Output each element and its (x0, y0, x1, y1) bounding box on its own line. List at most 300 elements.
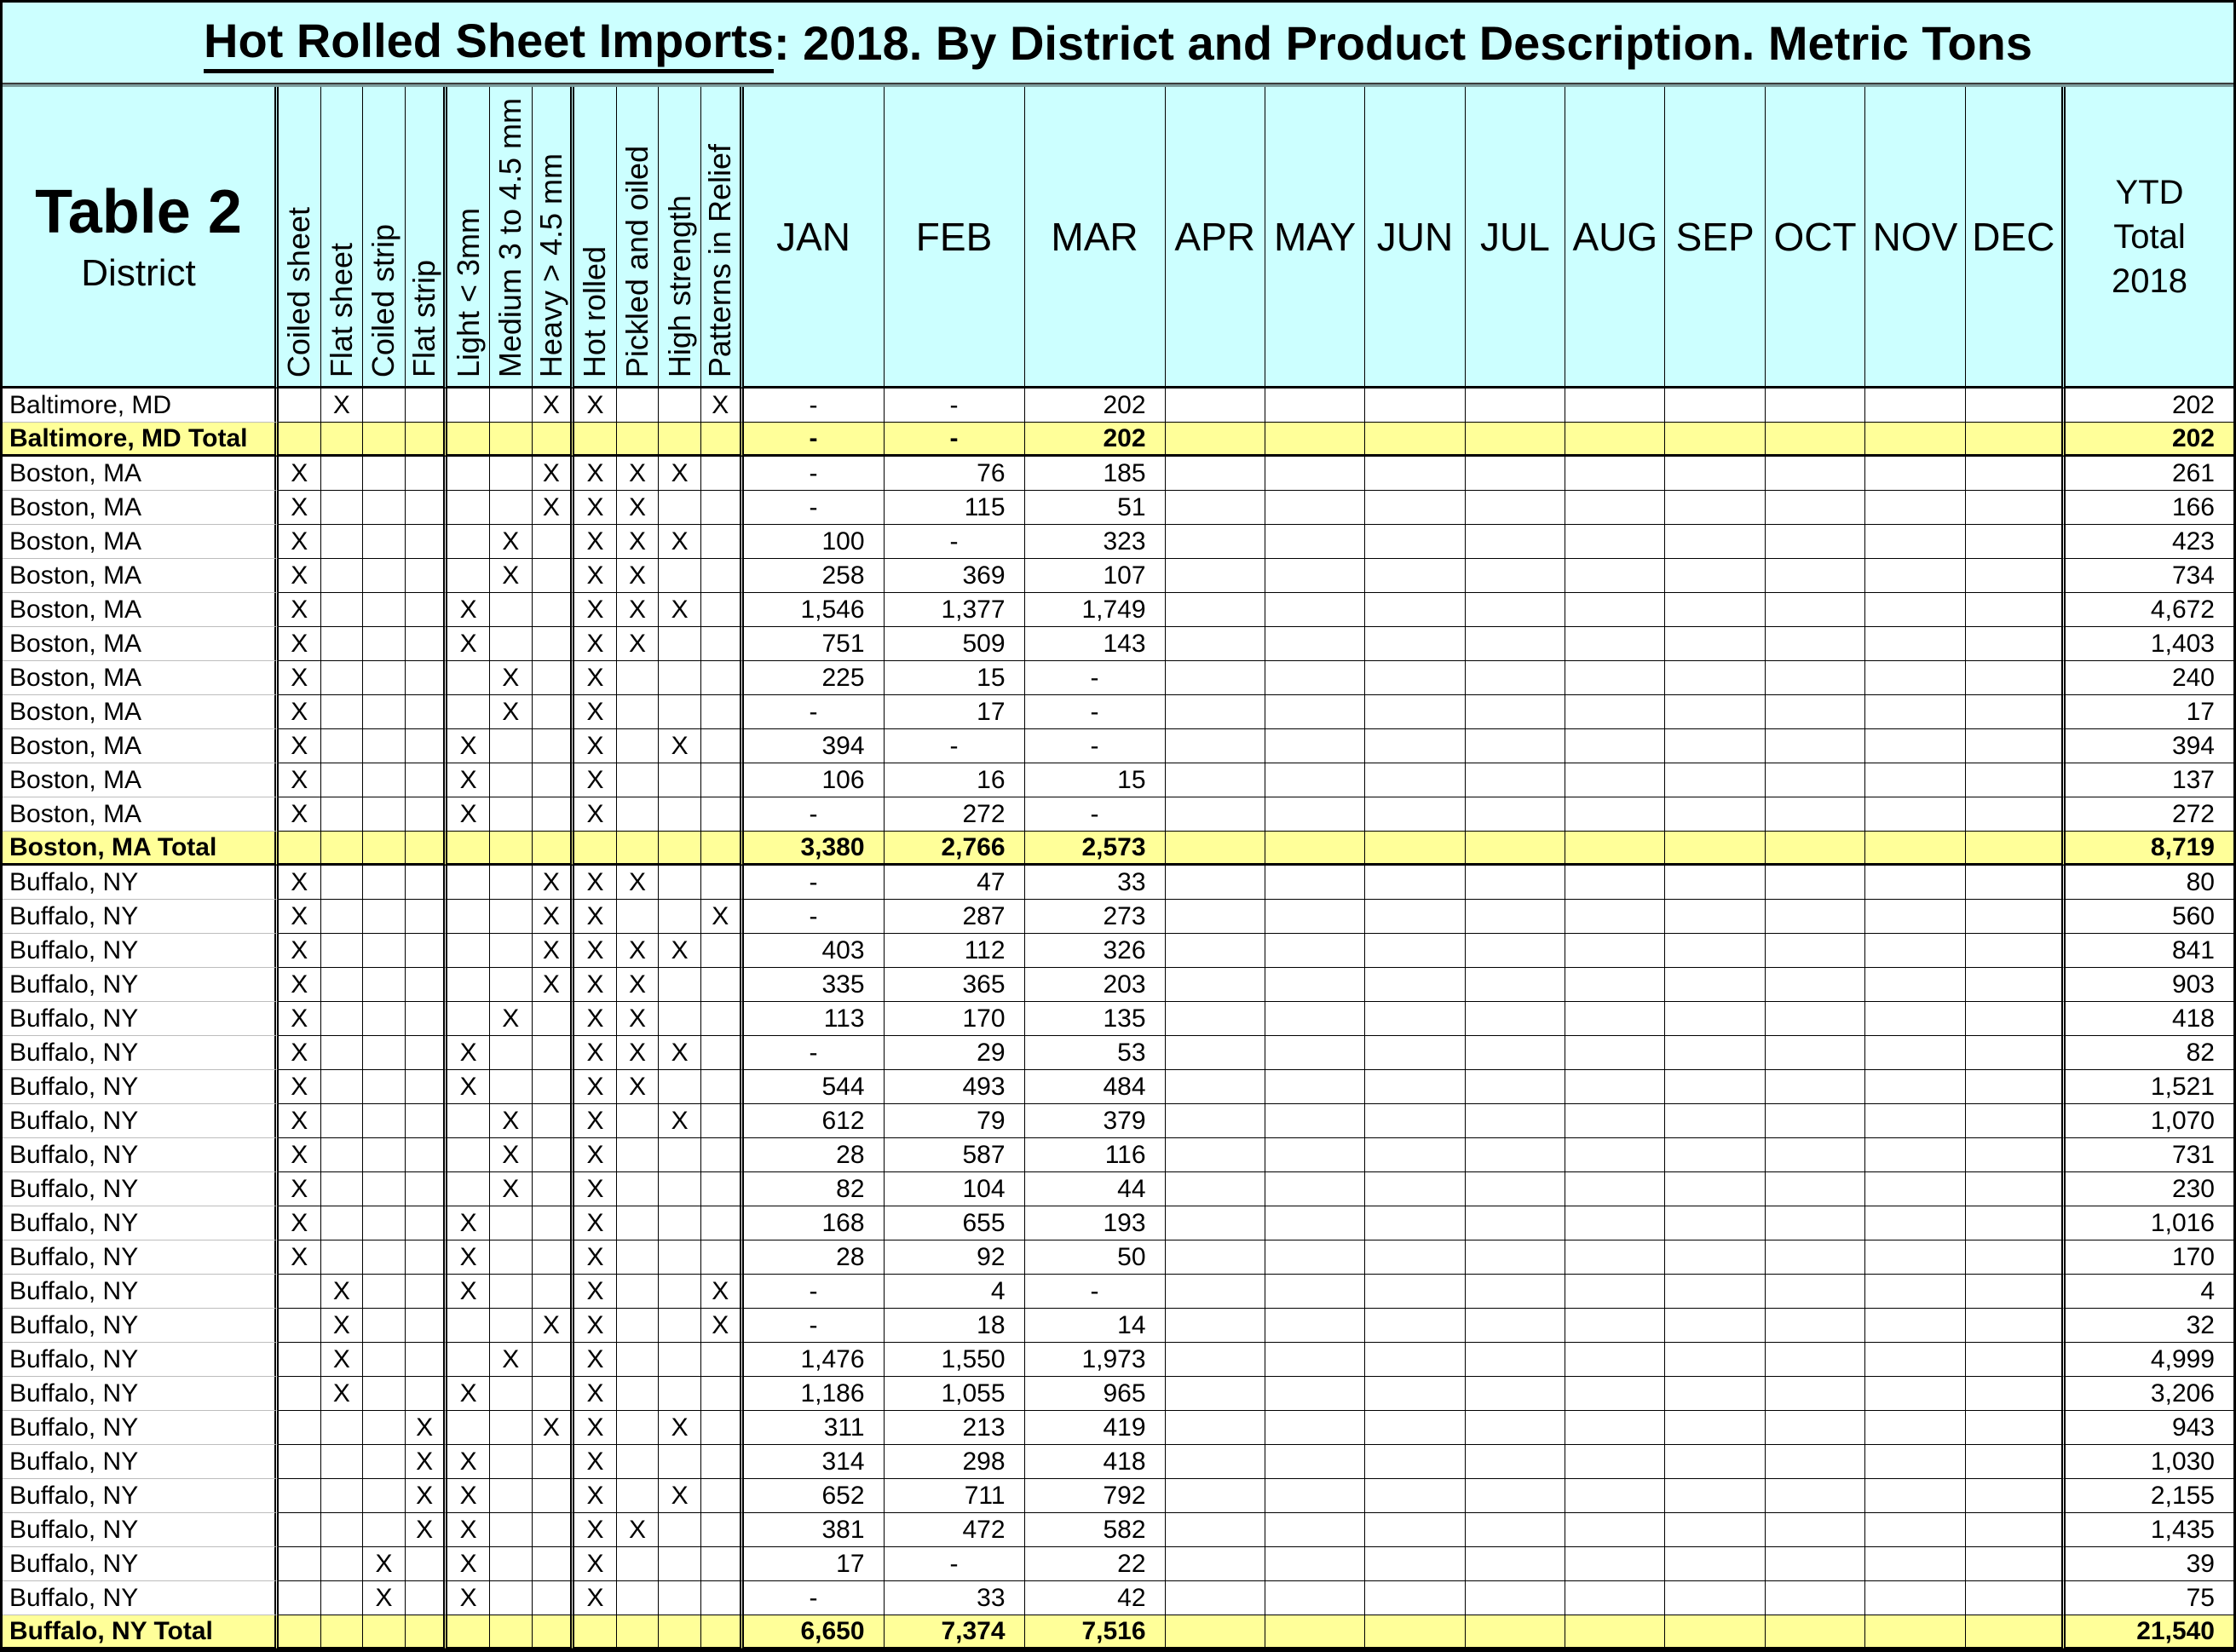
product-x-cell[interactable] (406, 1377, 448, 1411)
month-value-cell[interactable] (1365, 695, 1465, 729)
month-value-cell[interactable] (1166, 1479, 1265, 1513)
month-value-cell[interactable] (1265, 934, 1365, 968)
month-value-cell[interactable] (1665, 1547, 1765, 1581)
month-value-cell[interactable] (1766, 1002, 1865, 1036)
product-x-cell[interactable] (533, 1343, 575, 1377)
month-value-cell[interactable] (1865, 525, 1965, 559)
month-value-cell[interactable]: 484 (1025, 1070, 1166, 1104)
month-value-cell[interactable] (1365, 934, 1465, 968)
product-x-cell[interactable]: X (279, 1138, 321, 1172)
product-x-cell[interactable] (533, 593, 575, 627)
product-x-cell[interactable]: X (574, 968, 617, 1002)
product-x-cell[interactable]: X (701, 389, 744, 423)
month-value-cell[interactable]: - (885, 1547, 1025, 1581)
ytd-value-cell[interactable]: 423 (2066, 525, 2233, 559)
product-x-cell[interactable] (490, 423, 533, 457)
month-value-cell[interactable]: - (744, 1036, 885, 1070)
month-value-cell[interactable]: 33 (885, 1581, 1025, 1615)
month-value-cell[interactable] (1565, 832, 1665, 866)
month-value-cell[interactable] (1466, 1172, 1565, 1206)
product-x-cell[interactable]: X (617, 627, 660, 661)
product-x-cell[interactable]: X (490, 559, 533, 593)
month-value-cell[interactable]: 1,186 (744, 1377, 885, 1411)
ytd-value-cell[interactable]: 240 (2066, 661, 2233, 695)
product-x-cell[interactable]: X (490, 1138, 533, 1172)
product-x-cell[interactable]: X (574, 661, 617, 695)
district-cell[interactable]: Buffalo, NY (3, 934, 279, 968)
month-value-cell[interactable] (1766, 1513, 1865, 1547)
month-value-cell[interactable] (1365, 866, 1465, 900)
product-x-cell[interactable] (279, 1343, 321, 1377)
district-cell[interactable]: Buffalo, NY (3, 1002, 279, 1036)
month-value-cell[interactable] (1665, 1275, 1765, 1309)
month-value-cell[interactable]: - (1025, 1275, 1166, 1309)
product-x-cell[interactable] (321, 593, 364, 627)
product-x-cell[interactable] (701, 1615, 744, 1649)
product-x-cell[interactable] (447, 1343, 490, 1377)
month-value-cell[interactable] (1766, 593, 1865, 627)
district-cell[interactable]: Buffalo, NY (3, 1036, 279, 1070)
month-value-cell[interactable] (1265, 627, 1365, 661)
product-x-cell[interactable] (363, 866, 406, 900)
product-header-cell-patterns-in-relief[interactable] (701, 87, 744, 389)
month-value-cell[interactable] (1966, 1513, 2066, 1547)
product-x-cell[interactable]: X (617, 457, 660, 491)
product-x-cell[interactable] (490, 763, 533, 797)
product-x-cell[interactable] (321, 934, 364, 968)
product-x-cell[interactable] (279, 1479, 321, 1513)
month-value-cell[interactable] (1665, 1172, 1765, 1206)
product-header-cell-medium[interactable] (490, 87, 533, 389)
district-cell[interactable]: Buffalo, NY (3, 1309, 279, 1343)
month-value-cell[interactable] (1265, 797, 1365, 832)
product-x-cell[interactable] (363, 1172, 406, 1206)
table-row[interactable] (3, 389, 2233, 423)
product-x-cell[interactable] (363, 1411, 406, 1445)
month-value-cell[interactable]: 116 (1025, 1138, 1166, 1172)
product-x-cell[interactable] (406, 1240, 448, 1275)
month-value-cell[interactable] (1365, 1275, 1465, 1309)
month-value-cell[interactable] (1265, 457, 1365, 491)
product-x-cell[interactable]: X (659, 1479, 701, 1513)
table-row[interactable] (3, 900, 2233, 934)
product-x-cell[interactable] (363, 593, 406, 627)
month-value-cell[interactable] (1665, 1002, 1765, 1036)
month-value-cell[interactable]: 369 (885, 559, 1025, 593)
product-x-cell[interactable] (617, 1343, 660, 1377)
product-x-cell[interactable]: X (279, 866, 321, 900)
month-value-cell[interactable] (1365, 1343, 1465, 1377)
month-value-cell[interactable] (1665, 1309, 1765, 1343)
product-x-cell[interactable] (321, 525, 364, 559)
month-value-cell[interactable] (1865, 559, 1965, 593)
district-cell[interactable]: Buffalo, NY (3, 1547, 279, 1581)
product-x-cell[interactable] (321, 1172, 364, 1206)
month-value-cell[interactable] (1166, 661, 1265, 695)
month-value-cell[interactable]: 365 (885, 968, 1025, 1002)
table-row[interactable] (3, 1002, 2233, 1036)
product-x-cell[interactable]: X (574, 1172, 617, 1206)
month-value-cell[interactable] (1565, 1479, 1665, 1513)
product-x-cell[interactable] (701, 661, 744, 695)
month-value-cell[interactable] (1265, 491, 1365, 525)
month-value-cell[interactable] (1966, 457, 2066, 491)
month-value-cell[interactable] (1466, 627, 1565, 661)
product-x-cell[interactable] (363, 1002, 406, 1036)
month-value-cell[interactable] (1766, 627, 1865, 661)
product-x-cell[interactable]: X (574, 593, 617, 627)
product-x-cell[interactable] (363, 1309, 406, 1343)
ytd-value-cell[interactable]: 39 (2066, 1547, 2233, 1581)
month-value-cell[interactable] (1766, 1070, 1865, 1104)
product-x-cell[interactable] (490, 729, 533, 763)
district-cell[interactable]: Buffalo, NY (3, 1513, 279, 1547)
table-row[interactable] (3, 1275, 2233, 1309)
product-x-cell[interactable] (363, 1275, 406, 1309)
month-value-cell[interactable]: 225 (744, 661, 885, 695)
product-x-cell[interactable] (321, 1206, 364, 1240)
product-x-cell[interactable] (363, 559, 406, 593)
month-value-cell[interactable] (1565, 1343, 1665, 1377)
month-value-cell[interactable] (1365, 1581, 1465, 1615)
product-x-cell[interactable] (617, 1138, 660, 1172)
month-value-cell[interactable] (1865, 627, 1965, 661)
month-value-cell[interactable] (1166, 1240, 1265, 1275)
product-x-cell[interactable] (363, 900, 406, 934)
month-value-cell[interactable]: 655 (885, 1206, 1025, 1240)
month-value-cell[interactable] (1265, 866, 1365, 900)
month-value-cell[interactable]: 1,550 (885, 1343, 1025, 1377)
month-value-cell[interactable] (1466, 763, 1565, 797)
month-value-cell[interactable] (1365, 1104, 1465, 1138)
month-value-cell[interactable] (1865, 900, 1965, 934)
product-x-cell[interactable] (659, 900, 701, 934)
product-x-cell[interactable]: X (574, 559, 617, 593)
month-value-cell[interactable] (1466, 1615, 1565, 1649)
month-value-cell[interactable]: - (744, 1275, 885, 1309)
product-x-cell[interactable]: X (574, 1411, 617, 1445)
month-value-cell[interactable] (1166, 1343, 1265, 1377)
product-x-cell[interactable] (490, 1275, 533, 1309)
product-x-cell[interactable]: X (574, 1036, 617, 1070)
month-value-cell[interactable] (1966, 525, 2066, 559)
product-x-cell[interactable] (406, 559, 448, 593)
month-value-cell[interactable]: 28 (744, 1138, 885, 1172)
month-value-cell[interactable] (1665, 900, 1765, 934)
month-value-cell[interactable] (1665, 1479, 1765, 1513)
month-value-cell[interactable]: 323 (1025, 525, 1166, 559)
product-x-cell[interactable] (490, 491, 533, 525)
month-value-cell[interactable] (1265, 832, 1365, 866)
product-x-cell[interactable]: X (447, 1547, 490, 1581)
product-x-cell[interactable] (617, 695, 660, 729)
month-value-cell[interactable] (1766, 729, 1865, 763)
district-cell[interactable]: Buffalo, NY (3, 900, 279, 934)
month-value-cell[interactable] (1166, 1309, 1265, 1343)
product-x-cell[interactable] (701, 1206, 744, 1240)
product-x-cell[interactable]: X (279, 900, 321, 934)
month-value-cell[interactable] (1766, 1581, 1865, 1615)
product-x-cell[interactable]: X (574, 1445, 617, 1479)
product-x-cell[interactable] (617, 1445, 660, 1479)
total-row[interactable] (3, 1615, 2233, 1649)
month-value-cell[interactable]: 509 (885, 627, 1025, 661)
month-value-cell[interactable] (1966, 900, 2066, 934)
product-header-cell-heavy[interactable] (533, 87, 575, 389)
month-value-cell[interactable] (1365, 1240, 1465, 1275)
product-x-cell[interactable] (447, 1615, 490, 1649)
district-cell[interactable]: Buffalo, NY (3, 1070, 279, 1104)
product-x-cell[interactable]: X (279, 593, 321, 627)
product-x-cell[interactable] (490, 1581, 533, 1615)
product-x-cell[interactable] (533, 1138, 575, 1172)
month-value-cell[interactable] (1365, 423, 1465, 457)
month-value-cell[interactable] (1166, 968, 1265, 1002)
month-value-cell[interactable] (1166, 1036, 1265, 1070)
month-value-cell[interactable]: 272 (885, 797, 1025, 832)
district-cell[interactable]: Buffalo, NY (3, 1377, 279, 1411)
product-x-cell[interactable] (321, 1070, 364, 1104)
product-x-cell[interactable] (617, 1411, 660, 1445)
product-x-cell[interactable]: X (574, 1309, 617, 1343)
product-x-cell[interactable] (617, 797, 660, 832)
table-row[interactable] (3, 1036, 2233, 1070)
product-x-cell[interactable]: X (617, 1513, 660, 1547)
product-x-cell[interactable] (321, 1581, 364, 1615)
product-x-cell[interactable]: X (533, 900, 575, 934)
month-value-cell[interactable] (1166, 1104, 1265, 1138)
month-value-cell[interactable] (1665, 1377, 1765, 1411)
product-x-cell[interactable] (533, 559, 575, 593)
product-x-cell[interactable] (321, 1547, 364, 1581)
month-value-cell[interactable] (1365, 1036, 1465, 1070)
month-value-cell[interactable] (1166, 1547, 1265, 1581)
month-value-cell[interactable] (1565, 968, 1665, 1002)
product-x-cell[interactable] (490, 832, 533, 866)
table-row[interactable] (3, 934, 2233, 968)
month-value-cell[interactable]: 326 (1025, 934, 1166, 968)
product-x-cell[interactable] (701, 1411, 744, 1445)
product-x-cell[interactable] (617, 1479, 660, 1513)
product-x-cell[interactable] (321, 832, 364, 866)
product-x-cell[interactable] (533, 1240, 575, 1275)
product-x-cell[interactable]: X (574, 729, 617, 763)
product-x-cell[interactable] (617, 1275, 660, 1309)
product-x-cell[interactable] (701, 457, 744, 491)
product-x-cell[interactable] (279, 1309, 321, 1343)
month-value-cell[interactable] (1865, 695, 1965, 729)
product-x-cell[interactable] (701, 1070, 744, 1104)
month-value-cell[interactable]: 18 (885, 1309, 1025, 1343)
month-value-cell[interactable] (1166, 423, 1265, 457)
table-row[interactable] (3, 1377, 2233, 1411)
month-value-cell[interactable]: - (1025, 695, 1166, 729)
month-value-cell[interactable] (1966, 1172, 2066, 1206)
month-value-cell[interactable] (1665, 968, 1765, 1002)
product-x-cell[interactable]: X (574, 491, 617, 525)
month-value-cell[interactable]: 112 (885, 934, 1025, 968)
month-value-cell[interactable]: 311 (744, 1411, 885, 1445)
product-x-cell[interactable] (490, 593, 533, 627)
product-x-cell[interactable] (617, 1581, 660, 1615)
month-value-cell[interactable] (1265, 1206, 1365, 1240)
month-value-cell[interactable]: 16 (885, 763, 1025, 797)
month-value-cell[interactable] (1966, 1070, 2066, 1104)
product-x-cell[interactable]: X (574, 1343, 617, 1377)
month-value-cell[interactable] (1466, 832, 1565, 866)
ytd-value-cell[interactable]: 75 (2066, 1581, 2233, 1615)
month-value-cell[interactable] (1766, 423, 1865, 457)
month-value-cell[interactable]: 51 (1025, 491, 1166, 525)
product-x-cell[interactable]: X (574, 900, 617, 934)
month-value-cell[interactable] (1565, 627, 1665, 661)
product-x-cell[interactable] (533, 627, 575, 661)
product-x-cell[interactable] (447, 695, 490, 729)
ytd-value-cell[interactable]: 230 (2066, 1172, 2233, 1206)
product-x-cell[interactable] (659, 1581, 701, 1615)
month-value-cell[interactable] (1365, 525, 1465, 559)
product-x-cell[interactable] (447, 423, 490, 457)
product-x-cell[interactable] (363, 934, 406, 968)
product-x-cell[interactable] (363, 627, 406, 661)
month-value-cell[interactable] (1865, 1309, 1965, 1343)
product-x-cell[interactable]: X (279, 968, 321, 1002)
product-x-cell[interactable] (701, 1138, 744, 1172)
month-value-cell[interactable] (1665, 1138, 1765, 1172)
product-x-cell[interactable]: X (279, 1036, 321, 1070)
product-x-cell[interactable] (406, 1104, 448, 1138)
month-value-cell[interactable] (1766, 491, 1865, 525)
district-cell[interactable]: Buffalo, NY (3, 1138, 279, 1172)
ytd-value-cell[interactable]: 21,540 (2066, 1615, 2233, 1649)
month-value-cell[interactable] (1265, 1070, 1365, 1104)
month-value-cell[interactable]: 419 (1025, 1411, 1166, 1445)
product-x-cell[interactable] (321, 763, 364, 797)
product-x-cell[interactable] (406, 1002, 448, 1036)
product-x-cell[interactable] (363, 1206, 406, 1240)
month-value-cell[interactable] (1665, 423, 1765, 457)
product-x-cell[interactable] (363, 1104, 406, 1138)
month-value-cell[interactable]: 22 (1025, 1547, 1166, 1581)
month-value-cell[interactable] (1466, 1275, 1565, 1309)
month-value-cell[interactable] (1466, 1309, 1565, 1343)
month-value-cell[interactable] (1265, 968, 1365, 1002)
ytd-value-cell[interactable]: 1,016 (2066, 1206, 2233, 1240)
month-value-cell[interactable] (1966, 1377, 2066, 1411)
month-value-cell[interactable]: 15 (885, 661, 1025, 695)
month-value-cell[interactable] (1565, 763, 1665, 797)
product-x-cell[interactable] (447, 389, 490, 423)
month-value-cell[interactable] (1466, 491, 1565, 525)
month-value-cell[interactable]: 143 (1025, 627, 1166, 661)
month-value-cell[interactable] (1166, 934, 1265, 968)
product-x-cell[interactable] (406, 593, 448, 627)
month-value-cell[interactable] (1766, 559, 1865, 593)
month-value-cell[interactable] (1665, 763, 1765, 797)
month-value-cell[interactable] (1565, 695, 1665, 729)
month-value-cell[interactable] (1966, 763, 2066, 797)
product-x-cell[interactable] (406, 695, 448, 729)
month-header-oct[interactable]: OCT (1766, 87, 1865, 389)
product-x-cell[interactable] (406, 934, 448, 968)
month-value-cell[interactable] (1265, 763, 1365, 797)
product-x-cell[interactable]: X (279, 491, 321, 525)
month-value-cell[interactable] (1865, 389, 1965, 423)
product-x-cell[interactable] (447, 1138, 490, 1172)
month-value-cell[interactable]: - (744, 900, 885, 934)
product-x-cell[interactable]: X (279, 1002, 321, 1036)
product-x-cell[interactable] (659, 389, 701, 423)
product-x-cell[interactable] (617, 1104, 660, 1138)
product-x-cell[interactable] (659, 559, 701, 593)
product-x-cell[interactable]: X (659, 1104, 701, 1138)
month-value-cell[interactable] (1365, 559, 1465, 593)
month-value-cell[interactable]: 14 (1025, 1309, 1166, 1343)
product-x-cell[interactable]: X (321, 1309, 364, 1343)
ytd-value-cell[interactable]: 4,999 (2066, 1343, 2233, 1377)
month-value-cell[interactable] (1766, 1138, 1865, 1172)
product-x-cell[interactable] (617, 389, 660, 423)
month-value-cell[interactable]: 92 (885, 1240, 1025, 1275)
month-value-cell[interactable] (1466, 1547, 1565, 1581)
month-value-cell[interactable]: 193 (1025, 1206, 1166, 1240)
product-x-cell[interactable] (490, 1445, 533, 1479)
month-value-cell[interactable] (1166, 1445, 1265, 1479)
ytd-value-cell[interactable]: 1,403 (2066, 627, 2233, 661)
month-value-cell[interactable]: 792 (1025, 1479, 1166, 1513)
month-value-cell[interactable]: 472 (885, 1513, 1025, 1547)
product-x-cell[interactable]: X (321, 1275, 364, 1309)
month-value-cell[interactable]: 115 (885, 491, 1025, 525)
month-value-cell[interactable] (1766, 1547, 1865, 1581)
month-header-nov[interactable]: NOV (1865, 87, 1965, 389)
product-x-cell[interactable] (701, 934, 744, 968)
ytd-value-cell[interactable]: 166 (2066, 491, 2233, 525)
month-value-cell[interactable]: - (744, 797, 885, 832)
product-x-cell[interactable] (321, 866, 364, 900)
month-value-cell[interactable] (1466, 900, 1565, 934)
product-x-cell[interactable]: X (533, 934, 575, 968)
product-x-cell[interactable]: X (533, 1411, 575, 1445)
month-value-cell[interactable]: 7,516 (1025, 1615, 1166, 1649)
month-value-cell[interactable] (1265, 525, 1365, 559)
table-row[interactable] (3, 866, 2233, 900)
product-x-cell[interactable] (701, 797, 744, 832)
month-value-cell[interactable] (1865, 1104, 1965, 1138)
product-x-cell[interactable] (533, 1036, 575, 1070)
month-value-cell[interactable]: 213 (885, 1411, 1025, 1445)
month-value-cell[interactable] (1365, 491, 1465, 525)
month-value-cell[interactable]: 4 (885, 1275, 1025, 1309)
product-x-cell[interactable]: X (659, 1411, 701, 1445)
month-value-cell[interactable] (1966, 559, 2066, 593)
table-row[interactable] (3, 1445, 2233, 1479)
month-value-cell[interactable] (1365, 900, 1465, 934)
district-cell[interactable]: Boston, MA (3, 763, 279, 797)
product-x-cell[interactable]: X (447, 1513, 490, 1547)
product-x-cell[interactable]: X (659, 525, 701, 559)
product-x-cell[interactable]: X (659, 457, 701, 491)
product-x-cell[interactable]: X (533, 457, 575, 491)
product-x-cell[interactable] (617, 832, 660, 866)
product-x-cell[interactable] (406, 763, 448, 797)
month-value-cell[interactable] (1665, 1240, 1765, 1275)
month-value-cell[interactable] (1966, 1002, 2066, 1036)
product-x-cell[interactable] (533, 1479, 575, 1513)
month-value-cell[interactable]: - (744, 491, 885, 525)
district-cell[interactable]: Buffalo, NY (3, 1581, 279, 1615)
product-x-cell[interactable] (490, 797, 533, 832)
